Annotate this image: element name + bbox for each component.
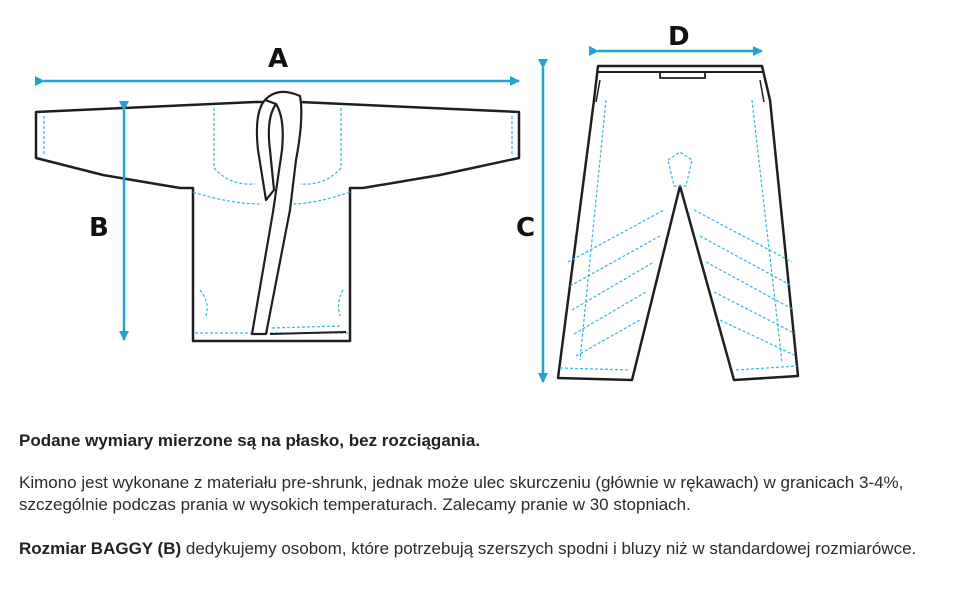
baggy-size-description: dedykujemy osobom, które potrzebują szerszych spodni i bluzy niż w standardowej rozmiarówce. [181,539,917,558]
dimension-b-label: B [89,213,109,243]
dimension-c-label: C [516,213,536,243]
dimension-a-label: A [268,44,289,74]
baggy-size-term: Rozmiar BAGGY (B) [19,539,182,558]
shrinkage-note-paragraph: Kimono jest wykonane z materiału pre-shrunk, jednak może ulec skurczeniu (głównie w rękawach) w granicach 3-4%, szczególnie podczas prania w wysokich temperaturach. Zalecamy pranie w 30 stopniach. [19,473,904,514]
pants-outline [558,66,798,380]
measurement-note-heading: Podane wymiary mierzone są na płasko, bez rozciągania. [19,431,481,450]
baggy-size-paragraph [19,538,949,560]
pants-drawing [558,66,798,380]
dimension-d-label: D [668,22,690,52]
